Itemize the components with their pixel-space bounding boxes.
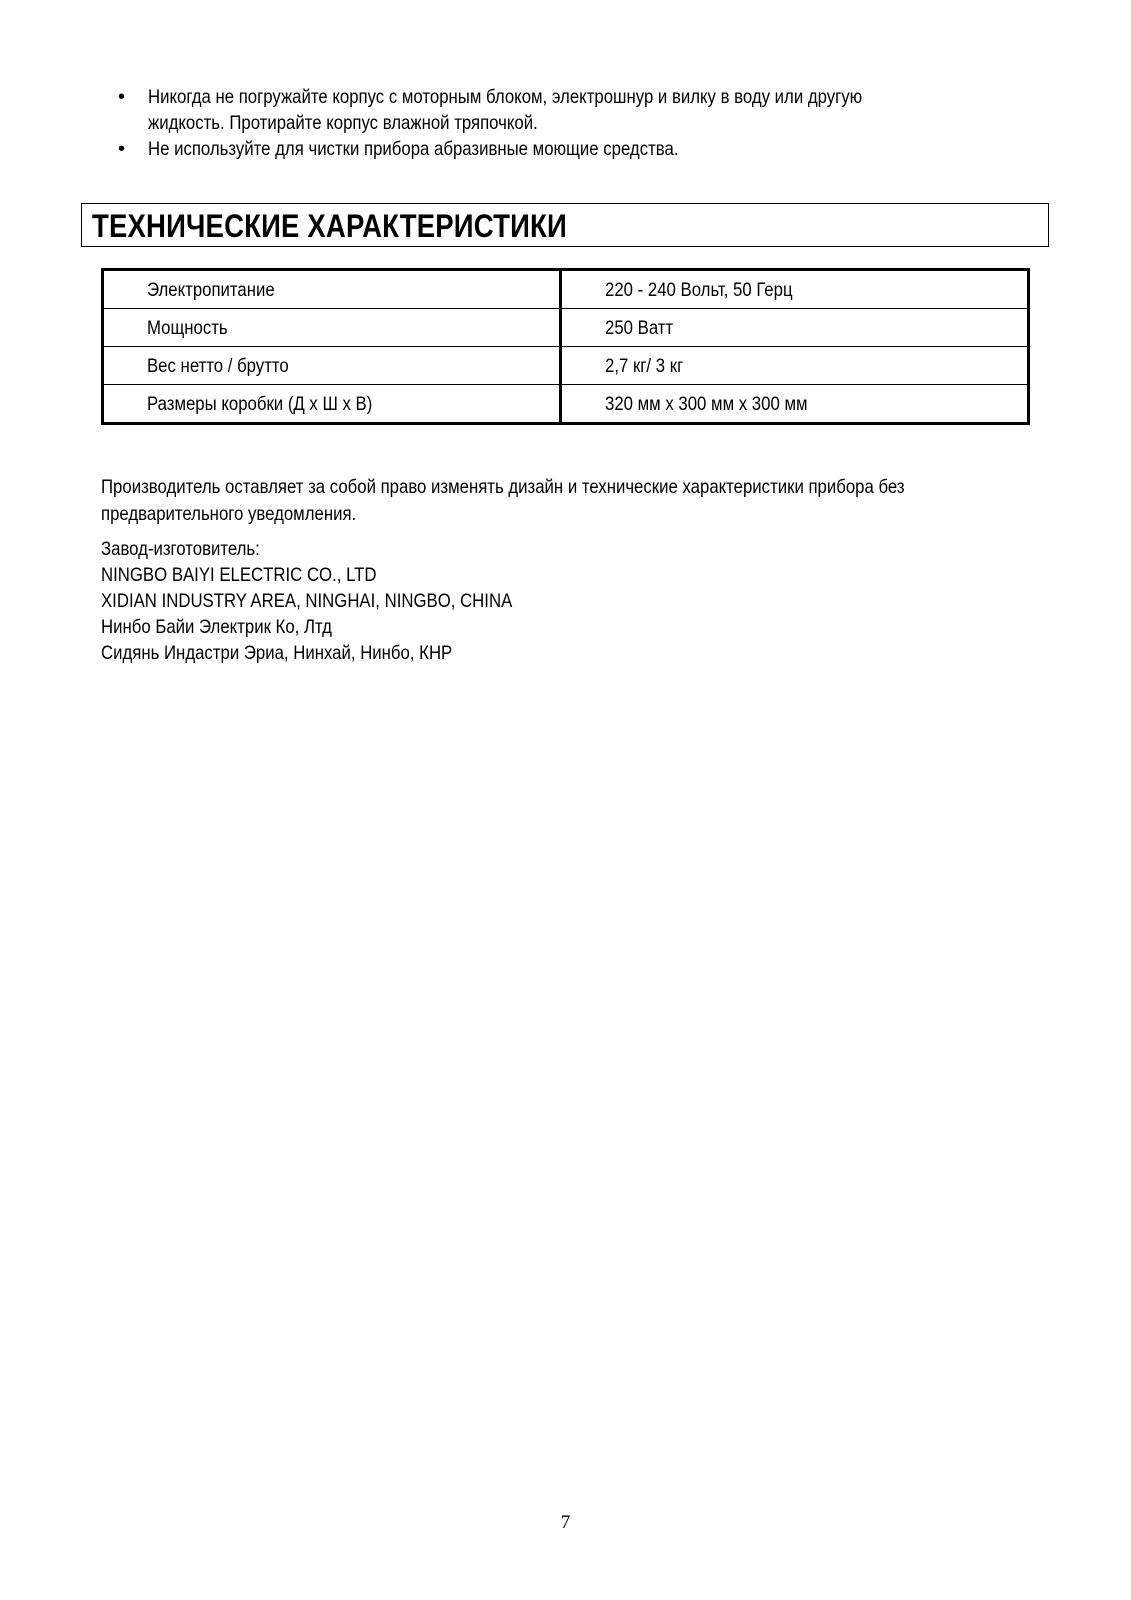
- manufacturer-label: Завод-изготовитель:: [101, 538, 260, 560]
- spec-value: 320 мм х 300 мм х 300 мм: [605, 393, 808, 415]
- spec-param-cell: [103, 347, 561, 385]
- bullet-icon: •: [118, 86, 126, 108]
- table-row: [103, 347, 1029, 385]
- table-row: [103, 270, 1029, 309]
- disclaimer-paragraph: [101, 474, 1061, 528]
- bullet-icon: •: [118, 138, 126, 160]
- spec-param: Электропитание: [147, 279, 275, 301]
- manufacturer-line: Сидянь Индастри Эриа, Нинхай, Нинбо, КНР: [101, 642, 453, 664]
- spec-param: Вес нетто / брутто: [147, 355, 289, 377]
- manufacturer-line: Нинбо Байи Электрик Ко, Лтд: [101, 616, 332, 638]
- specifications-table: [101, 268, 1030, 425]
- list-item-text: Не используйте для чистки прибора абразивные моющие средства.: [148, 138, 679, 160]
- spec-param-cell: [103, 270, 561, 309]
- spec-param-cell: [103, 385, 561, 424]
- manufacturer-block: [101, 536, 801, 666]
- spec-value-cell: [561, 270, 1029, 309]
- section-header: [81, 203, 1049, 247]
- table-row: [103, 309, 1029, 347]
- list-item: [118, 136, 1058, 162]
- disclaimer-line: Производитель оставляет за собой право изменять дизайн и технические характеристики прибора без: [101, 476, 905, 498]
- spec-value-cell: [561, 347, 1029, 385]
- manufacturer-line: XIDIAN INDUSTRY AREA, NINGHAI, NINGBO, CHINA: [101, 590, 513, 612]
- spec-value-cell: [561, 385, 1029, 424]
- spec-param: Мощность: [147, 317, 228, 339]
- spec-param: Размеры коробки (Д х Ш х В): [147, 393, 373, 415]
- list-item-text: жидкость. Протирайте корпус влажной тряпочкой.: [148, 112, 538, 134]
- manufacturer-line: NINGBO BAIYI ELECTRIC CO., LTD: [101, 564, 377, 586]
- list-item: [118, 84, 1058, 136]
- spec-param-cell: [103, 309, 561, 347]
- spec-value: 2,7 кг/ 3 кг: [605, 355, 684, 377]
- disclaimer-line: предварительного уведомления.: [101, 503, 357, 525]
- table-row: [103, 385, 1029, 424]
- page-number: 7: [560, 1512, 571, 1533]
- spec-value: 220 - 240 Вольт, 50 Герц: [605, 279, 793, 301]
- section-title-text: ТЕХНИЧЕСКИЕ ХАРАКТЕРИСТИКИ: [92, 208, 567, 244]
- care-instructions-list: [118, 84, 1058, 162]
- list-item-text: Никогда не погружайте корпус с моторным блоком, электрошнур и вилку в воду или другую: [148, 86, 863, 108]
- section-title: [92, 207, 644, 245]
- spec-value: 250 Ватт: [605, 317, 674, 339]
- spec-value-cell: [561, 309, 1029, 347]
